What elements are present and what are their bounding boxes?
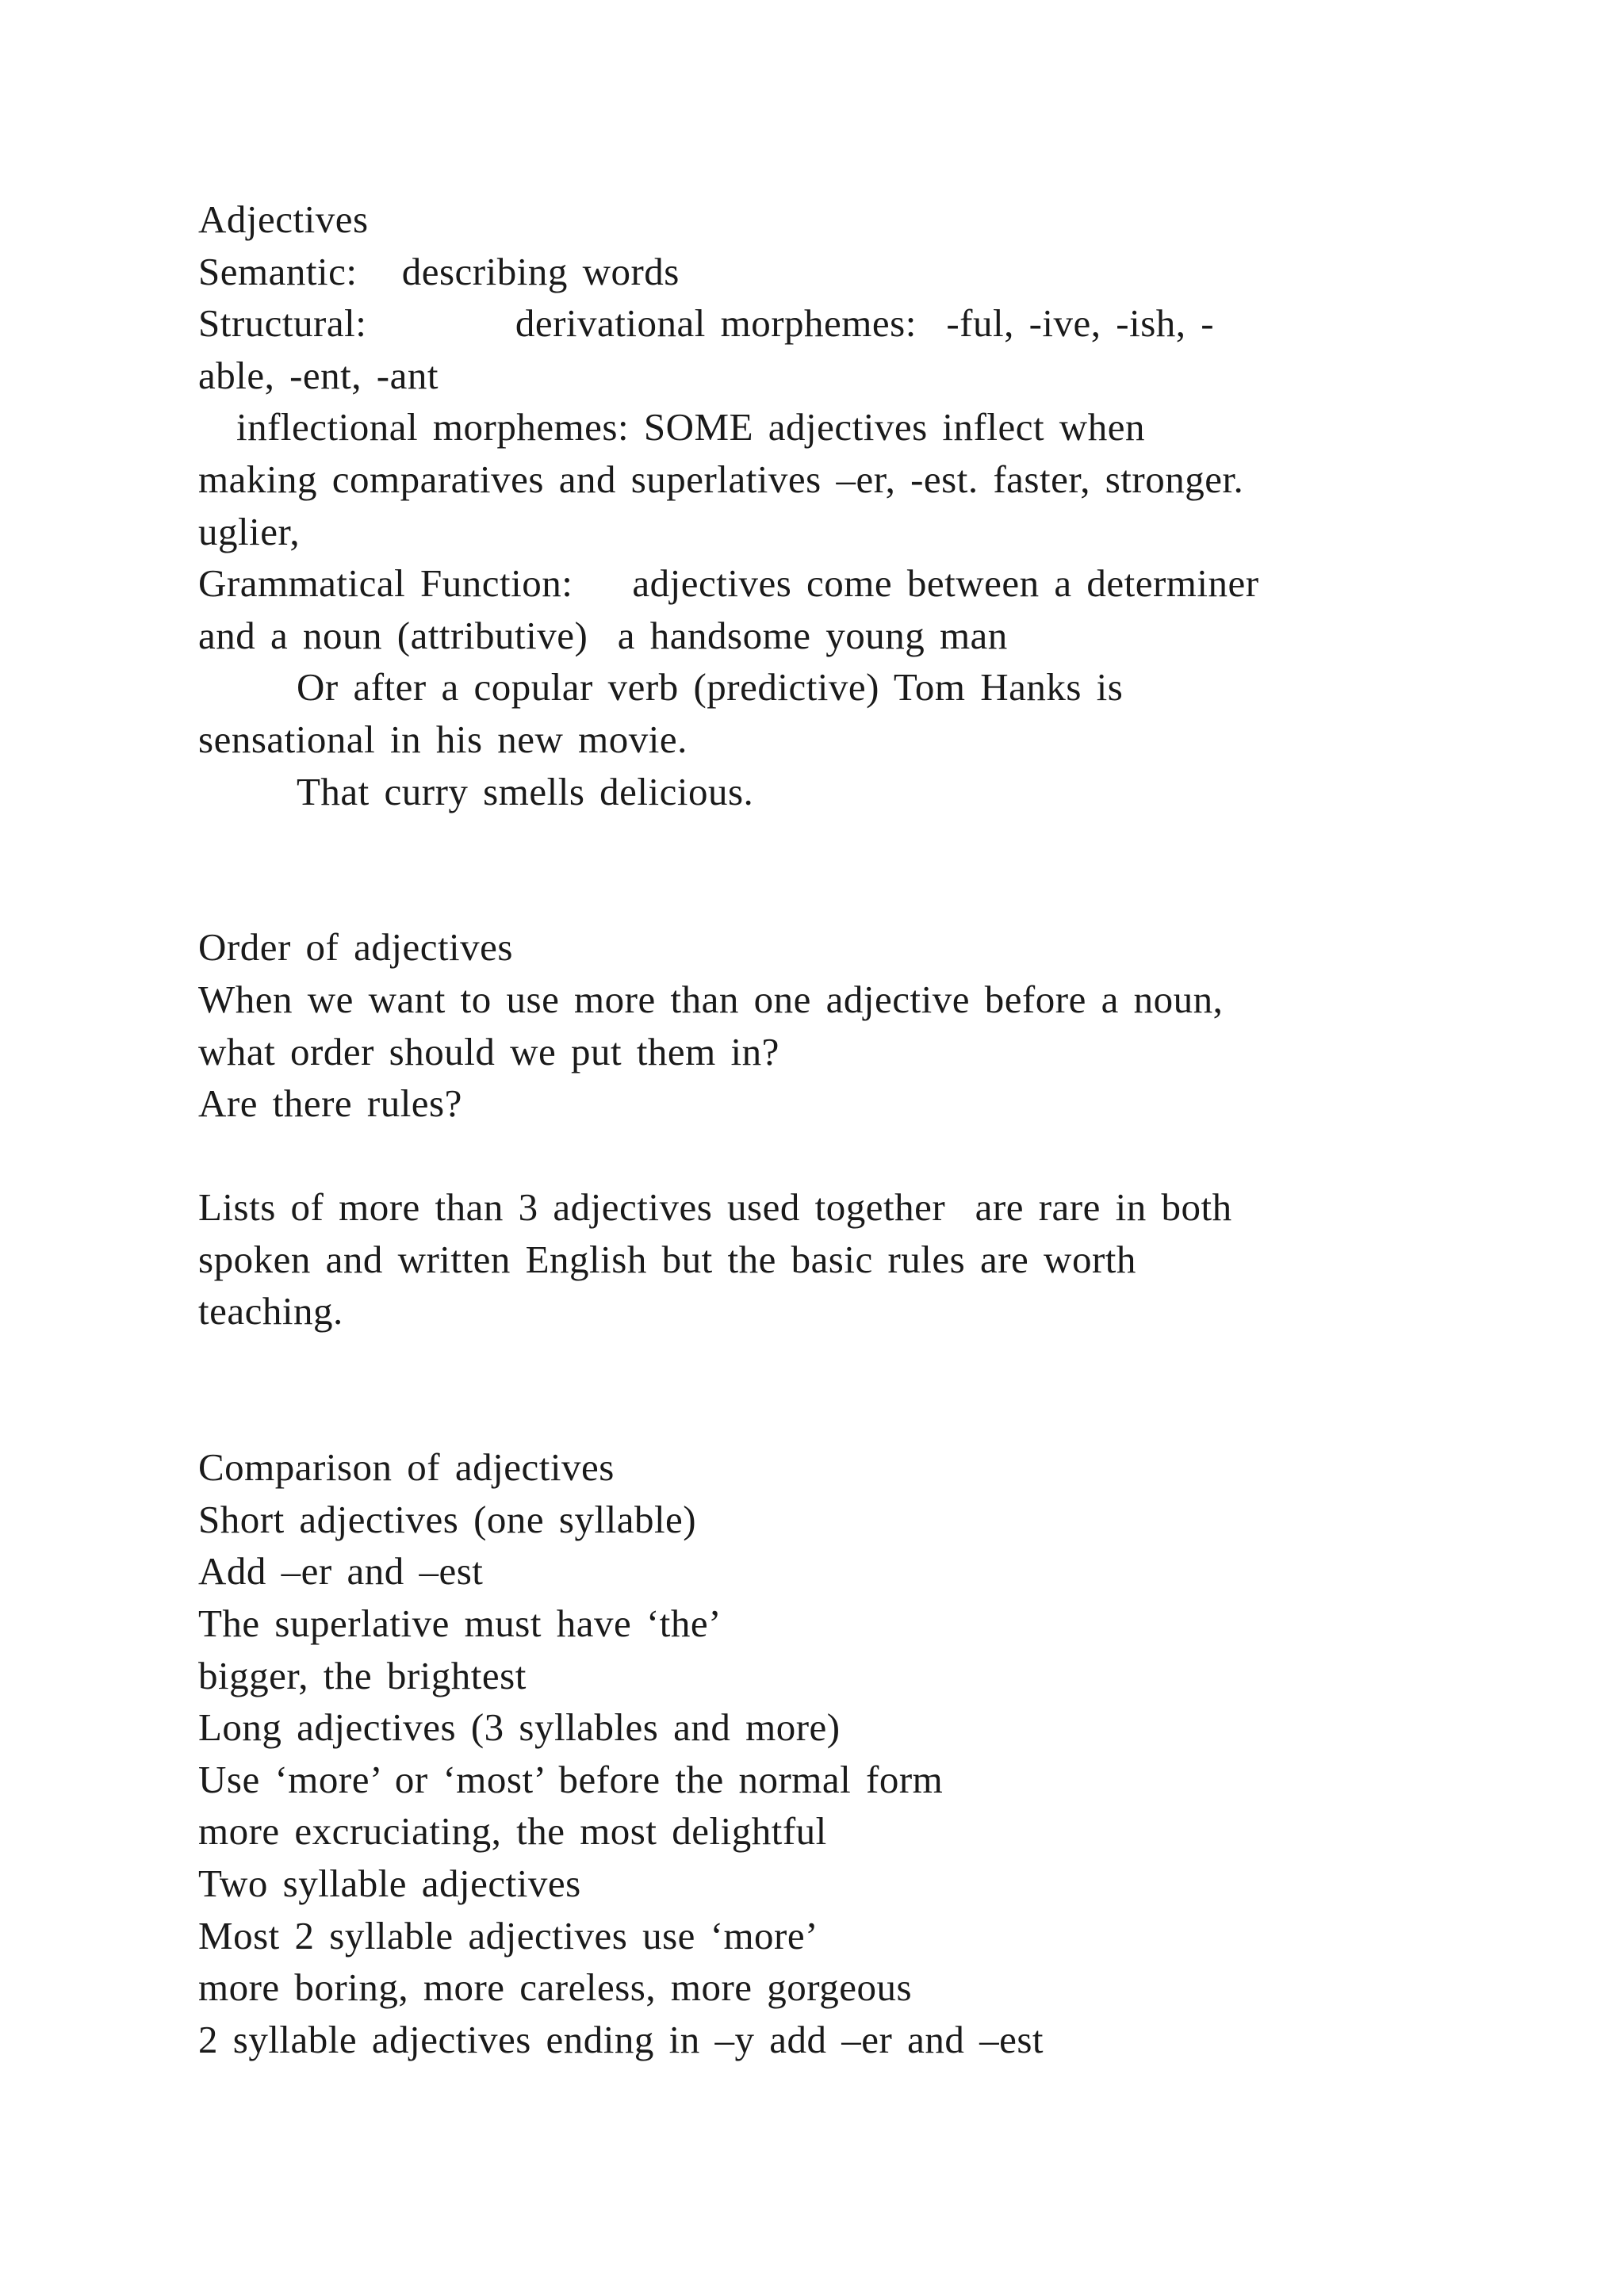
- text-line: sensational in his new movie.: [198, 717, 688, 761]
- text-line: inflectional morphemes: SOME adjectives inflect when: [236, 405, 1145, 450]
- text-line: and a noun (attributive) a handsome young man: [198, 613, 1008, 657]
- text-line: The superlative must have ‘the’: [198, 1601, 722, 1646]
- text-line: Grammatical Function: adjectives come between a determiner: [198, 561, 1259, 606]
- heading-adjectives: Adjectives: [198, 197, 369, 241]
- text-line: Most 2 syllable adjectives use ‘more’: [198, 1913, 818, 1957]
- text-line: Use ‘more’ or ‘most’ before the normal form: [198, 1757, 944, 1801]
- text-line: Short adjectives (one syllable): [198, 1497, 697, 1541]
- heading-order-of-adjectives: Order of adjectives: [198, 925, 513, 970]
- text-line: Two syllable adjectives: [198, 1862, 581, 1905]
- text-line: bigger, the brightest: [198, 1653, 527, 1697]
- spacer: [198, 817, 1483, 921]
- text-line: able, -ent, -ant: [198, 353, 439, 397]
- text-line: more excruciating, the most delightful: [198, 1809, 827, 1854]
- text-line: Lists of more than 3 adjectives used together are rare in both: [198, 1185, 1232, 1230]
- text-line: what order should we put them in?: [198, 1029, 779, 1073]
- spacer: [198, 1337, 1483, 1441]
- text-line: Long adjectives (3 syllables and more): [198, 1705, 841, 1750]
- text-line: teaching.: [198, 1289, 343, 1334]
- text-line: Semantic: describing words: [198, 249, 680, 293]
- text-line: Structural: derivational morphemes: -ful, -ive, -ish, -: [198, 301, 1215, 346]
- heading-comparison-of-adjectives: Comparison of adjectives: [198, 1445, 615, 1490]
- text-line: making comparatives and superlatives –er, -est. faster, stronger.: [198, 457, 1244, 501]
- spacer: [198, 1130, 1483, 1182]
- text-line: Add –er and –est: [198, 1549, 484, 1594]
- text-line: 2 syllable adjectives ending in –y add –er and –est: [198, 2017, 1044, 2061]
- text-line: Are there rules?: [198, 1081, 462, 1126]
- text-line: uglier,: [198, 509, 301, 553]
- text-line: That curry smells delicious.: [297, 769, 754, 813]
- section-adjectives: [198, 193, 1483, 817]
- section-comparison-of-adjectives: [198, 1441, 1483, 2065]
- text-line: When we want to use more than one adjective before a noun,: [198, 977, 1224, 1021]
- text-line: Or after a copular verb (predictive) Tom Hanks is: [297, 665, 1124, 710]
- text-line: more boring, more careless, more gorgeous: [198, 1965, 913, 2010]
- document-text: [198, 193, 1483, 2065]
- text-line: spoken and written English but the basic rules are worth: [198, 1237, 1136, 1281]
- section-order-of-adjectives: [198, 921, 1483, 1337]
